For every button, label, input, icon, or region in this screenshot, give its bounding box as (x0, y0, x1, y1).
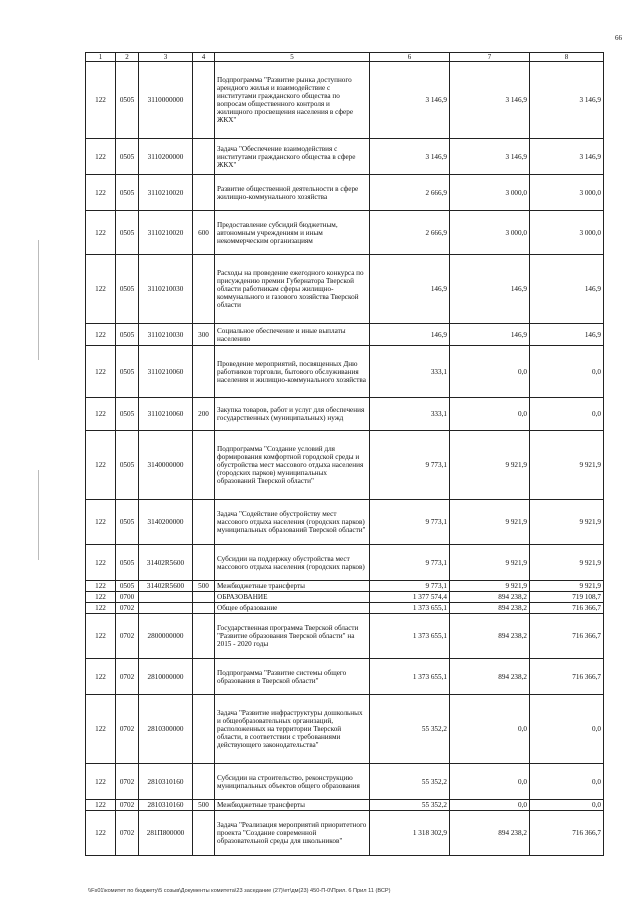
amount-2019-cell: 3 146,9 (450, 62, 530, 139)
amount-2020-cell: 146,9 (530, 324, 604, 346)
description-cell: Подпрограмма "Развитие системы общего образования в Тверской области" (215, 659, 370, 695)
table-row (86, 581, 604, 592)
amount-2019-cell: 0,0 (450, 695, 530, 764)
expense-type-cell: 200 (193, 398, 215, 431)
amount-2020-cell: 3 146,9 (530, 139, 604, 175)
expense-type-cell (193, 614, 215, 659)
vsr-code-cell: 122 (86, 545, 116, 581)
table-row (86, 800, 604, 811)
amount-2019-cell: 0,0 (450, 346, 530, 398)
table-row (86, 431, 604, 500)
section-code-cell: 0702 (116, 695, 139, 764)
section-code-cell: 0505 (116, 175, 139, 211)
amount-2018-cell: 9 773,1 (370, 581, 450, 592)
amount-2018-cell: 2 666,9 (370, 211, 450, 255)
description-cell: Задача "Содействие обустройству мест массового отдыха населения (городских парков) муниципальных образований Тверской области" (215, 500, 370, 545)
description-cell: Расходы на проведение ежегодного конкурса по присуждению премии Губернатора Тверской области работникам сферы жилищно-коммунального и газового хозяйства Тверской области (215, 255, 370, 324)
expense-type-cell (193, 695, 215, 764)
budget-table (85, 52, 604, 856)
description-cell: Межбюджетные трансферты (215, 581, 370, 592)
expense-type-cell (193, 603, 215, 614)
section-code-cell: 0505 (116, 500, 139, 545)
vsr-code-cell: 122 (86, 255, 116, 324)
amount-2020-cell: 0,0 (530, 695, 604, 764)
expense-type-cell (193, 139, 215, 175)
column-header-4: 4 (193, 53, 215, 62)
vsr-code-cell: 122 (86, 398, 116, 431)
table-row (86, 139, 604, 175)
amount-2019-cell: 9 921,9 (450, 500, 530, 545)
table-row (86, 346, 604, 398)
table-row (86, 398, 604, 431)
amount-2020-cell: 9 921,9 (530, 581, 604, 592)
table-row (86, 659, 604, 695)
target-article-cell: 3110210060 (139, 346, 193, 398)
amount-2019-cell: 3 146,9 (450, 139, 530, 175)
description-cell: Задача "Обеспечение взаимодействия с институтами гражданского общества в сфере ЖКХ" (215, 139, 370, 175)
table-row (86, 592, 604, 603)
amount-2020-cell: 3 000,0 (530, 175, 604, 211)
amount-2018-cell: 3 146,9 (370, 62, 450, 139)
amount-2018-cell: 1 318 302,9 (370, 811, 450, 856)
target-article-cell: 3110210030 (139, 324, 193, 346)
table-row (86, 614, 604, 659)
amount-2019-cell: 3 000,0 (450, 175, 530, 211)
target-article-cell: 3110210020 (139, 211, 193, 255)
amount-2018-cell: 2 666,9 (370, 175, 450, 211)
column-header-1: 1 (86, 53, 116, 62)
amount-2018-cell: 146,9 (370, 324, 450, 346)
section-code-cell: 0505 (116, 545, 139, 581)
description-cell: Межбюджетные трансферты (215, 800, 370, 811)
vsr-code-cell: 122 (86, 346, 116, 398)
table-row (86, 324, 604, 346)
amount-2020-cell: 9 921,9 (530, 545, 604, 581)
target-article-cell: 3110210030 (139, 255, 193, 324)
expense-type-cell (193, 255, 215, 324)
amount-2019-cell: 0,0 (450, 398, 530, 431)
section-code-cell: 0702 (116, 614, 139, 659)
section-code-cell: 0505 (116, 324, 139, 346)
target-article-cell: 3110000000 (139, 62, 193, 139)
target-article-cell (139, 603, 193, 614)
amount-2019-cell: 894 238,2 (450, 811, 530, 856)
section-code-cell: 0702 (116, 603, 139, 614)
table-row (86, 255, 604, 324)
table-row (86, 211, 604, 255)
section-code-cell: 0505 (116, 346, 139, 398)
target-article-cell: 3140200000 (139, 500, 193, 545)
amount-2019-cell: 3 000,0 (450, 211, 530, 255)
section-code-cell: 0505 (116, 581, 139, 592)
amount-2018-cell: 55 352,2 (370, 764, 450, 800)
expense-type-cell (193, 659, 215, 695)
amount-2018-cell: 55 352,2 (370, 800, 450, 811)
target-article-cell (139, 592, 193, 603)
target-article-cell: 3140000000 (139, 431, 193, 500)
table-row (86, 764, 604, 800)
amount-2020-cell: 3 000,0 (530, 211, 604, 255)
table-row (86, 500, 604, 545)
description-cell: Подпрограмма "Создание условий для формирования комфортной городской среды и обустройства мест массового отдыха населения (городских парков) муниципальных образований Тверской области" (215, 431, 370, 500)
vsr-code-cell: 122 (86, 603, 116, 614)
page-number: 66 (615, 34, 622, 42)
description-cell: Предоставление субсидий бюджетным, автономным учреждениям и иным некоммерческим организациям (215, 211, 370, 255)
description-cell: Задача "Реализация мероприятий приоритетного проекта "Создание современной образовательной среды для школьников" (215, 811, 370, 856)
amount-2020-cell: 716 366,7 (530, 603, 604, 614)
amount-2019-cell: 9 921,9 (450, 431, 530, 500)
table-row (86, 603, 604, 614)
amount-2018-cell: 1 373 655,1 (370, 614, 450, 659)
amount-2019-cell: 894 238,2 (450, 592, 530, 603)
vsr-code-cell: 122 (86, 592, 116, 603)
section-code-cell: 0702 (116, 800, 139, 811)
description-cell: Закупка товаров, работ и услуг для обеспечения государственных (муниципальных) нужд (215, 398, 370, 431)
vsr-code-cell: 122 (86, 175, 116, 211)
expense-type-cell: 600 (193, 211, 215, 255)
amount-2020-cell: 9 921,9 (530, 431, 604, 500)
target-article-cell: 3110210020 (139, 175, 193, 211)
amount-2019-cell: 894 238,2 (450, 603, 530, 614)
amount-2019-cell: 146,9 (450, 255, 530, 324)
expense-type-cell (193, 764, 215, 800)
target-article-cell: 3110200000 (139, 139, 193, 175)
target-article-cell: 2810000000 (139, 659, 193, 695)
expense-type-cell (193, 545, 215, 581)
vsr-code-cell: 122 (86, 695, 116, 764)
description-cell: ОБРАЗОВАНИЕ (215, 592, 370, 603)
expense-type-cell (193, 175, 215, 211)
amount-2018-cell: 9 773,1 (370, 545, 450, 581)
amount-2018-cell: 9 773,1 (370, 500, 450, 545)
target-article-cell: 2810300000 (139, 695, 193, 764)
amount-2019-cell: 146,9 (450, 324, 530, 346)
target-article-cell: 281П800000 (139, 811, 193, 856)
amount-2020-cell: 716 366,7 (530, 614, 604, 659)
amount-2020-cell: 719 108,7 (530, 592, 604, 603)
amount-2019-cell: 0,0 (450, 800, 530, 811)
amount-2020-cell: 0,0 (530, 764, 604, 800)
table-row (86, 545, 604, 581)
section-code-cell: 0702 (116, 811, 139, 856)
amount-2019-cell: 9 921,9 (450, 545, 530, 581)
amount-2020-cell: 0,0 (530, 346, 604, 398)
section-code-cell: 0505 (116, 62, 139, 139)
vsr-code-cell: 122 (86, 581, 116, 592)
amount-2018-cell: 333,1 (370, 398, 450, 431)
section-code-cell: 0700 (116, 592, 139, 603)
target-article-cell: 2810310160 (139, 764, 193, 800)
description-cell: Задача "Развитие инфраструктуры дошкольных и общеобразовательных организаций, расположенных на территории Тверской области, в соответствии с требованиями действующего законодательства" (215, 695, 370, 764)
section-code-cell: 0505 (116, 431, 139, 500)
target-article-cell: 31402R5600 (139, 545, 193, 581)
amount-2019-cell: 0,0 (450, 764, 530, 800)
description-cell: Подпрограмма "Развитие рынка доступного арендного жилья и взаимодействие с институтами гражданского общества по вопросам общественного контроля и жилищного просвещения населения в сфере ЖКХ" (215, 62, 370, 139)
section-code-cell: 0702 (116, 659, 139, 695)
expense-type-cell: 300 (193, 324, 215, 346)
section-code-cell: 0505 (116, 255, 139, 324)
table-row (86, 175, 604, 211)
amount-2019-cell: 9 921,9 (450, 581, 530, 592)
expense-type-cell (193, 811, 215, 856)
table-row (86, 811, 604, 856)
vsr-code-cell: 122 (86, 62, 116, 139)
vsr-code-cell: 122 (86, 764, 116, 800)
target-article-cell: 2800000000 (139, 614, 193, 659)
section-code-cell: 0505 (116, 139, 139, 175)
description-cell: Социальное обеспечение и иные выплаты населению (215, 324, 370, 346)
vsr-code-cell: 122 (86, 139, 116, 175)
table-row (86, 62, 604, 139)
target-article-cell: 2810310160 (139, 800, 193, 811)
amount-2018-cell: 146,9 (370, 255, 450, 324)
amount-2020-cell: 0,0 (530, 800, 604, 811)
expense-type-cell (193, 346, 215, 398)
footer-file-path: \\Fs01\комитет по бюджету\5 созыв\Документы комитета\23 заседание (27)\ет\дм(23) 450-П-0\Прил. 6 Прил 11 (ВСР) (88, 888, 391, 894)
amount-2018-cell: 1 377 574,4 (370, 592, 450, 603)
description-cell: Развитие общественной деятельности в сфере жилищно-коммунального хозяйства (215, 175, 370, 211)
amount-2018-cell: 3 146,9 (370, 139, 450, 175)
target-article-cell: 3110210060 (139, 398, 193, 431)
amount-2020-cell: 716 366,7 (530, 811, 604, 856)
amount-2018-cell: 1 373 655,1 (370, 603, 450, 614)
vsr-code-cell: 122 (86, 659, 116, 695)
column-header-2: 2 (116, 53, 139, 62)
header-row (86, 53, 604, 62)
scan-margin-mark (38, 470, 39, 560)
table-row (86, 695, 604, 764)
amount-2018-cell: 333,1 (370, 346, 450, 398)
section-code-cell: 0702 (116, 764, 139, 800)
vsr-code-cell: 122 (86, 431, 116, 500)
description-cell: Государственная программа Тверской области "Развитие образования Тверской области" на 2015 - 2020 годы (215, 614, 370, 659)
scan-margin-mark (38, 240, 39, 360)
target-article-cell: 31402R5600 (139, 581, 193, 592)
vsr-code-cell: 122 (86, 324, 116, 346)
expense-type-cell (193, 62, 215, 139)
vsr-code-cell: 122 (86, 800, 116, 811)
vsr-code-cell: 122 (86, 211, 116, 255)
amount-2020-cell: 9 921,9 (530, 500, 604, 545)
column-header-3: 3 (139, 53, 193, 62)
amount-2020-cell: 0,0 (530, 398, 604, 431)
column-header-8: 8 (530, 53, 604, 62)
amount-2020-cell: 146,9 (530, 255, 604, 324)
expense-type-cell: 500 (193, 800, 215, 811)
expense-type-cell: 500 (193, 581, 215, 592)
amount-2019-cell: 894 238,2 (450, 659, 530, 695)
description-cell: Субсидии на строительство, реконструкцию муниципальных объектов общего образования (215, 764, 370, 800)
description-cell: Общее образование (215, 603, 370, 614)
vsr-code-cell: 122 (86, 811, 116, 856)
amount-2020-cell: 3 146,9 (530, 62, 604, 139)
amount-2018-cell: 55 352,2 (370, 695, 450, 764)
vsr-code-cell: 122 (86, 500, 116, 545)
expense-type-cell (193, 592, 215, 603)
column-header-6: 6 (370, 53, 450, 62)
amount-2018-cell: 9 773,1 (370, 431, 450, 500)
column-header-7: 7 (450, 53, 530, 62)
expense-type-cell (193, 431, 215, 500)
column-header-5: 5 (215, 53, 370, 62)
amount-2019-cell: 894 238,2 (450, 614, 530, 659)
table-body (86, 62, 604, 856)
amount-2018-cell: 1 373 655,1 (370, 659, 450, 695)
section-code-cell: 0505 (116, 398, 139, 431)
description-cell: Проведение мероприятий, посвященных Дню работников торговли, бытового обслуживания населения и жилищно-коммунального хозяйства (215, 346, 370, 398)
vsr-code-cell: 122 (86, 614, 116, 659)
expense-type-cell (193, 500, 215, 545)
description-cell: Субсидии на поддержку обустройства мест массового отдыха населения (городских парков) (215, 545, 370, 581)
section-code-cell: 0505 (116, 211, 139, 255)
amount-2020-cell: 716 366,7 (530, 659, 604, 695)
